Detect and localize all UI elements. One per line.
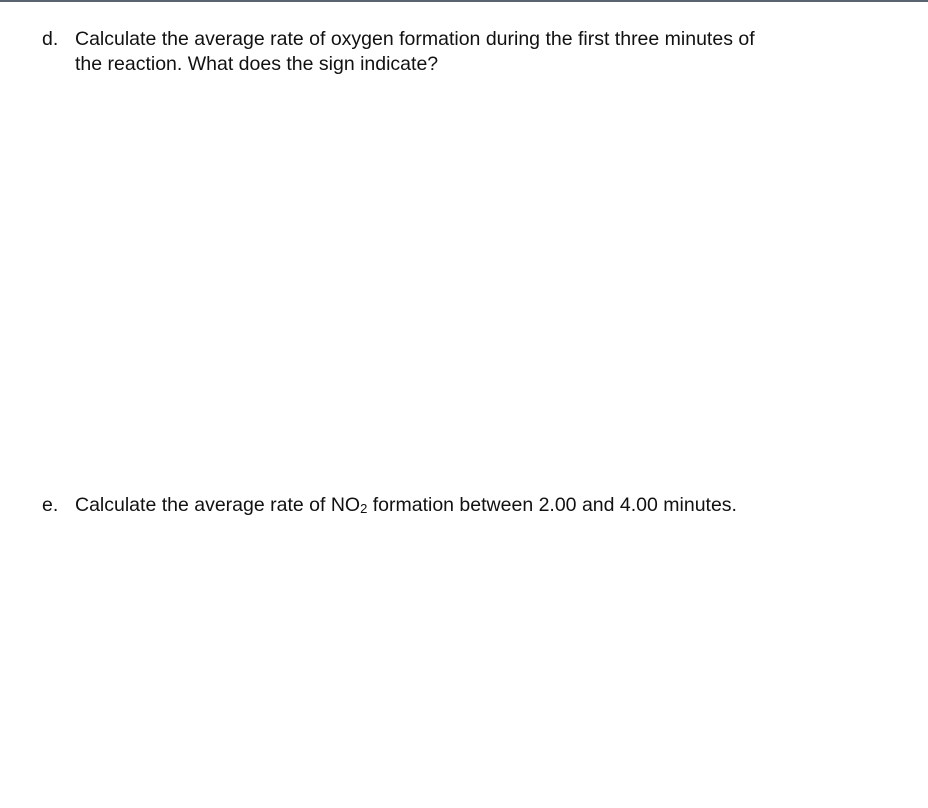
top-border <box>0 0 928 2</box>
question-e-marker: e. <box>42 494 59 516</box>
question-d-text <box>75 27 862 77</box>
question-d-marker: d. <box>42 28 59 50</box>
question-e-text-before: Calculate the average rate of NO <box>75 494 361 516</box>
question-e-subscript: 2 <box>360 501 368 516</box>
question-e <box>42 493 862 518</box>
question-d-line-1: Calculate the average rate of oxygen formation during the first three minutes of <box>75 28 755 50</box>
question-d-line-2: the reaction. What does the sign indicate? <box>75 53 439 75</box>
question-e-text <box>75 493 862 518</box>
question-d <box>42 27 862 77</box>
question-e-text-after: formation between 2.00 and 4.00 minutes. <box>367 494 737 516</box>
